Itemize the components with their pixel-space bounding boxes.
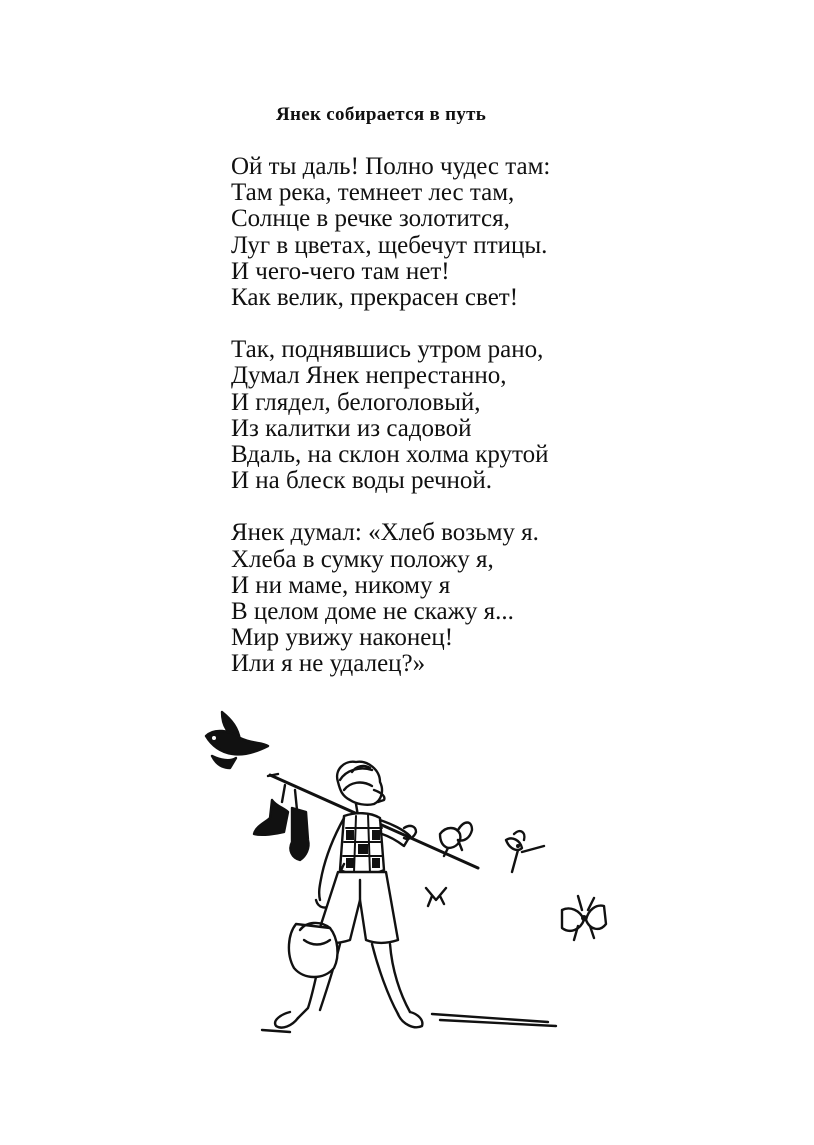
bird-icon xyxy=(206,712,268,768)
poem-line: Вдаль, на склон холма крутой xyxy=(231,441,549,469)
butterfly-icon xyxy=(562,896,606,940)
butterfly-icon xyxy=(426,888,446,906)
poem-line: И глядел, белоголовый, xyxy=(231,388,481,416)
butterfly-icon xyxy=(440,823,472,857)
poem-line: Янек думал: «Хлеб возьму я. xyxy=(231,519,539,547)
ground-lines xyxy=(262,1014,556,1032)
poem-line: Хлеба в сумку положу я, xyxy=(231,545,494,573)
poem-line: Там река, темнеет лес там, xyxy=(231,179,515,207)
boy-illustration xyxy=(190,700,630,1045)
poem-line: Ой ты даль! Полно чудес там: xyxy=(231,153,551,180)
poem-line: Как велик, прекрасен свет! xyxy=(231,284,519,312)
poem-line: Луг в цветах, щебечут птицы. xyxy=(231,231,548,259)
poem-line: Так, поднявшись утром рано, xyxy=(231,336,544,364)
poem-line: Солнце в речке золотится, xyxy=(231,205,510,233)
poem-line: В целом доме не скажу я... xyxy=(231,598,514,626)
dragonfly-icon xyxy=(506,831,544,872)
poem-title: Янек собирается в путь xyxy=(276,104,487,125)
poem-line: Мир увижу наконец! xyxy=(231,624,454,652)
poem-line: Или я не удалец?» xyxy=(231,650,426,678)
poem-line: И чего-чего там нет! xyxy=(231,257,450,285)
stanza-3 xyxy=(231,520,611,677)
poem-line: Думал Янек непрестанно, xyxy=(231,362,507,390)
boots-icon xyxy=(254,785,309,860)
stanza-2 xyxy=(231,337,611,494)
poem-body xyxy=(231,154,611,704)
poem-line: И на блеск воды речной. xyxy=(231,467,493,495)
poem-line: Из калитки из садовой xyxy=(231,414,472,442)
stanza-1 xyxy=(231,154,611,311)
poem-line: И ни маме, никому я xyxy=(231,571,451,599)
